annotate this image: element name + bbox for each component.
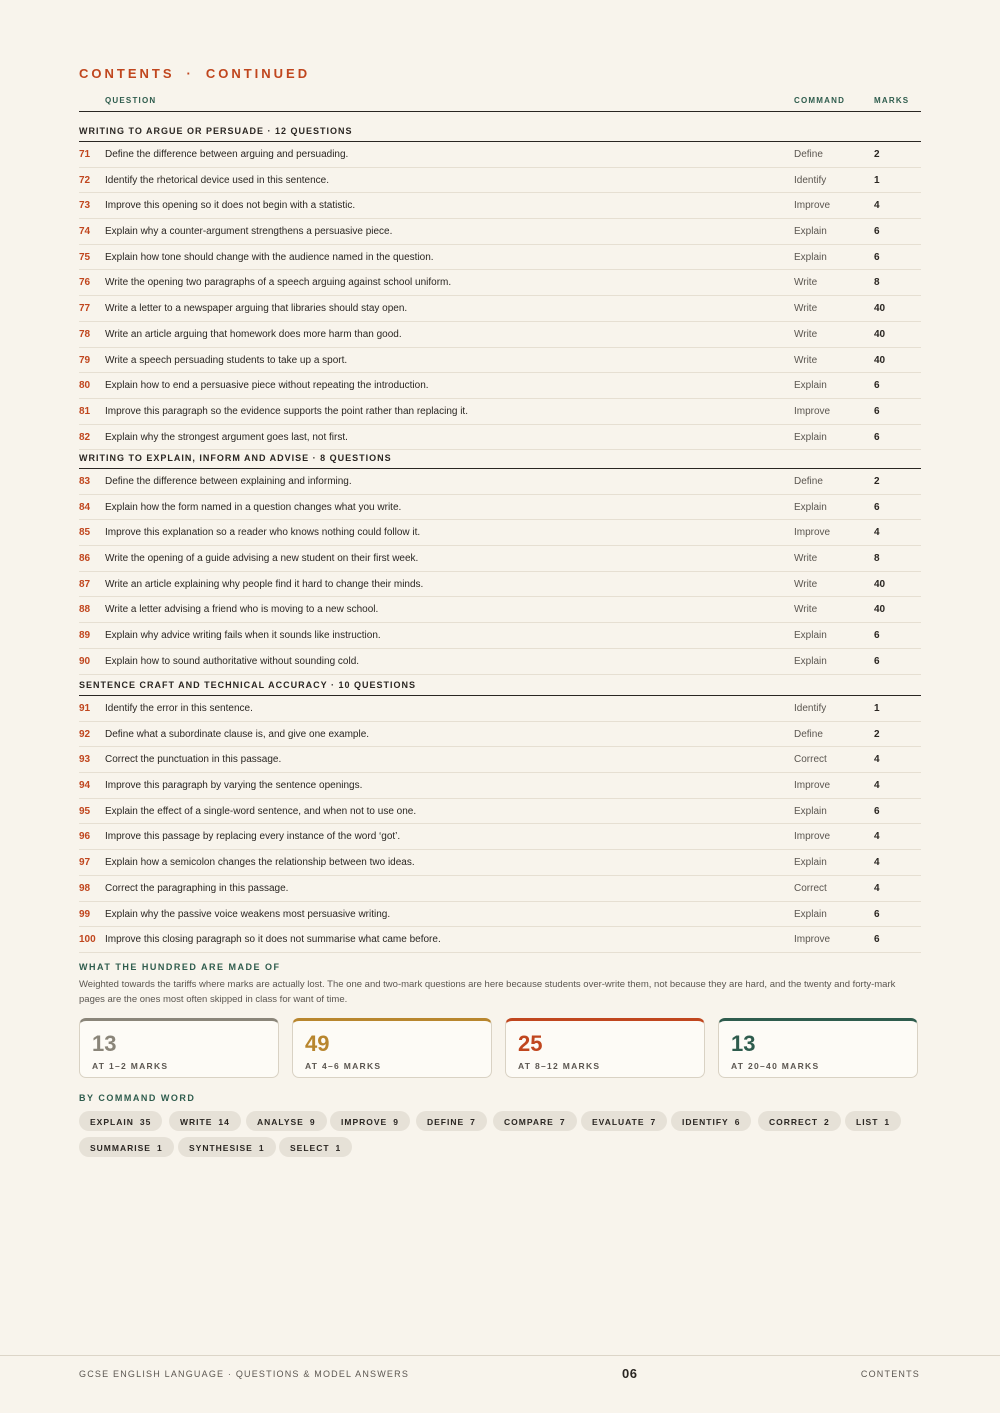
tariff-card — [292, 1018, 492, 1078]
tariff-card — [79, 1018, 279, 1078]
marks-value: 6 — [874, 405, 880, 417]
question-number: 79 — [79, 354, 91, 366]
command-word: Improve — [794, 934, 831, 946]
marks-value: 40 — [874, 328, 886, 340]
command-word: Write — [794, 604, 818, 616]
question-text: Explain why the passive voice weakens most persuasive writing. — [105, 908, 391, 920]
question-text: Write an article explaining why people find it hard to change their minds. — [105, 578, 424, 590]
column-command: COMMAND — [794, 96, 846, 105]
marks-value: 4 — [874, 200, 880, 212]
command-pill[interactable] — [169, 1111, 241, 1131]
marks-value: 2 — [874, 728, 880, 740]
tariff-count: 25 — [518, 1031, 543, 1056]
command-word-title: BY COMMAND WORD — [79, 1093, 196, 1103]
command-word: Correct — [794, 754, 827, 766]
question-number: 93 — [79, 754, 91, 766]
question-number: 72 — [79, 174, 91, 186]
question-text: Write a letter advising a friend who is moving to a new school. — [105, 604, 379, 616]
command-pill-count: 1 — [258, 1143, 265, 1153]
question-text: Explain how a semicolon changes the relationship between two ideas. — [105, 857, 415, 869]
question-number: 85 — [79, 527, 91, 539]
footer-section: CONTENTS — [860, 1369, 920, 1379]
marks-value: 4 — [874, 857, 880, 869]
section-argue-persuade — [79, 117, 921, 450]
question-number: 75 — [79, 251, 91, 263]
command-pill[interactable] — [416, 1111, 487, 1131]
question-row[interactable] — [79, 747, 921, 773]
question-text: Explain why a counter-argument strengthens a persuasive piece. — [105, 226, 393, 238]
question-row[interactable] — [79, 168, 921, 194]
question-text: Improve this closing paragraph so it does not summarise what came before. — [105, 934, 441, 946]
marks-value: 6 — [874, 934, 880, 946]
command-pill-word: SYNTHESISE — [189, 1143, 253, 1153]
question-row[interactable] — [79, 142, 921, 168]
question-number: 96 — [79, 831, 91, 843]
column-headers — [79, 96, 921, 112]
command-word: Write — [794, 578, 818, 590]
tariff-label: AT 4–6 MARKS — [305, 1061, 382, 1071]
question-text: Define the difference between explaining and informing. — [105, 476, 352, 487]
marks-value: 6 — [874, 908, 880, 920]
tariff-count: 13 — [92, 1031, 117, 1056]
command-pill[interactable] — [79, 1111, 162, 1131]
question-text: Explain how tone should change with the audience named in the question. — [105, 251, 434, 263]
command-word: Write — [794, 354, 818, 366]
marks-value: 8 — [874, 277, 880, 289]
command-pill[interactable] — [845, 1111, 901, 1131]
command-pill-word: CORRECT — [769, 1117, 819, 1127]
tariff-count: 13 — [731, 1031, 756, 1056]
marks-value: 6 — [874, 655, 880, 667]
question-text: Explain how the form named in a question changes what you write. — [105, 501, 402, 513]
question-number: 78 — [79, 328, 91, 340]
question-row[interactable] — [79, 495, 921, 521]
question-text: Improve this paragraph by varying the sentence openings. — [105, 780, 363, 792]
question-row[interactable] — [79, 927, 921, 953]
command-word: Improve — [794, 200, 831, 212]
question-row[interactable] — [79, 219, 921, 245]
question-text: Write the opening two paragraphs of a speech arguing against school uniform. — [105, 277, 452, 289]
command-word: Explain — [794, 251, 827, 263]
question-row[interactable] — [79, 546, 921, 572]
marks-value: 8 — [874, 553, 880, 565]
command-word: Explain — [794, 908, 827, 920]
question-row[interactable] — [79, 623, 921, 649]
question-row[interactable] — [79, 696, 921, 722]
question-text: Identify the rhetorical device used in this sentence. — [105, 174, 330, 186]
command-pill-count: 35 — [139, 1117, 152, 1127]
command-pill-word: SELECT — [290, 1143, 330, 1153]
question-number: 97 — [79, 857, 91, 869]
command-word: Improve — [794, 831, 831, 843]
command-pill-word: EVALUATE — [592, 1117, 645, 1127]
question-row[interactable] — [79, 270, 921, 296]
tariff-label: AT 1–2 MARKS — [92, 1061, 169, 1071]
question-number: 83 — [79, 476, 91, 487]
question-number: 81 — [79, 405, 91, 417]
command-word: Identify — [794, 174, 827, 186]
question-text: Explain why advice writing fails when it sounds like instruction. — [105, 630, 381, 642]
command-word: Explain — [794, 431, 827, 443]
command-pill[interactable] — [79, 1137, 174, 1157]
question-number: 74 — [79, 226, 91, 238]
marks-value: 1 — [874, 703, 880, 714]
question-number: 84 — [79, 501, 91, 513]
command-word: Write — [794, 277, 818, 289]
summary-title: WHAT THE HUNDRED ARE MADE OF — [79, 962, 281, 972]
command-word: Explain — [794, 857, 827, 869]
command-pill-count: 9 — [393, 1117, 399, 1127]
question-number: 99 — [79, 908, 91, 920]
command-word: Explain — [794, 655, 827, 667]
command-word: Define — [794, 149, 823, 160]
tariff-count: 49 — [305, 1031, 330, 1056]
question-row[interactable] — [79, 850, 921, 876]
command-pill-word: SUMMARISE — [90, 1143, 151, 1153]
command-pill-word: ANALYSE — [257, 1117, 304, 1127]
question-text: Write a letter to a newspaper arguing that libraries should stay open. — [105, 303, 408, 315]
command-pill-count: 9 — [309, 1117, 316, 1127]
column-question: QUESTION — [105, 96, 157, 105]
question-text: Explain the effect of a single-word sentence, and when not to use one. — [105, 805, 417, 817]
question-text: Write an article arguing that homework does more harm than good. — [105, 328, 402, 340]
command-word: Explain — [794, 226, 827, 238]
question-text: Improve this opening so it does not begin with a statistic. — [105, 200, 356, 212]
command-pill-count: 7 — [650, 1117, 657, 1127]
command-word: Explain — [794, 805, 827, 817]
command-word: Write — [794, 328, 818, 340]
page-footer — [0, 1355, 1000, 1381]
marks-value: 6 — [874, 380, 880, 392]
question-row[interactable] — [79, 348, 921, 374]
question-number: 100 — [79, 934, 96, 946]
question-number: 87 — [79, 578, 91, 590]
command-pill[interactable] — [178, 1137, 276, 1157]
command-word: Identify — [794, 703, 827, 714]
question-number: 86 — [79, 553, 91, 565]
command-pill-count: 2 — [824, 1117, 830, 1127]
section-title: WRITING TO ARGUE OR PERSUADE · 12 QUESTIONS — [79, 117, 921, 142]
question-row[interactable] — [79, 322, 921, 348]
marks-value: 4 — [874, 882, 880, 894]
question-text: Define the difference between arguing and persuading. — [105, 149, 349, 160]
summary-text: Weighted towards the tariffs where marks are actually lost. The one and two-mark questions are here because students over-write them, not because they are hard, and the twenty and forty-mark pages are the ones most often skipped in class for want of time. — [79, 979, 896, 1005]
marks-value: 6 — [874, 630, 880, 642]
page-heading — [79, 66, 310, 81]
heading-separator: · — [186, 66, 194, 81]
question-text: Correct the punctuation in this passage. — [105, 754, 282, 766]
command-pill[interactable] — [279, 1137, 352, 1157]
question-text: Write the opening of a guide advising a new student on their first week. — [105, 553, 419, 565]
command-pill-word: IMPROVE — [341, 1117, 388, 1127]
question-row[interactable] — [79, 572, 921, 598]
question-row[interactable] — [79, 902, 921, 928]
command-pill-count: 7 — [470, 1117, 476, 1127]
question-number: 77 — [79, 303, 91, 315]
command-pill-word: LIST — [856, 1117, 879, 1127]
question-row[interactable] — [79, 373, 921, 399]
command-pill[interactable] — [758, 1111, 841, 1131]
question-row[interactable] — [79, 722, 921, 748]
question-number: 71 — [79, 149, 91, 160]
command-word: Explain — [794, 380, 827, 392]
command-word: Explain — [794, 501, 827, 513]
question-row[interactable] — [79, 876, 921, 902]
footer-book-title: GCSE ENGLISH LANGUAGE · QUESTIONS & MODEL ANSWERS — [79, 1369, 410, 1379]
tariff-card — [718, 1018, 918, 1078]
question-number: 91 — [79, 703, 91, 714]
marks-value: 6 — [874, 431, 880, 443]
marks-value: 40 — [874, 604, 886, 616]
question-text: Improve this paragraph so the evidence supports the point rather than replacing it. — [105, 405, 468, 417]
question-number: 76 — [79, 277, 91, 289]
question-text: Improve this passage by replacing every instance of the word ‘got’. — [105, 831, 401, 843]
command-word: Explain — [794, 630, 827, 642]
command-pill-word: COMPARE — [504, 1117, 554, 1127]
section-title: WRITING TO EXPLAIN, INFORM AND ADVISE · 8 QUESTIONS — [79, 444, 921, 469]
marks-value: 6 — [874, 805, 880, 817]
question-row[interactable] — [79, 296, 921, 322]
marks-value: 6 — [874, 251, 880, 263]
question-text: Explain how to sound authoritative without sounding cold. — [105, 655, 360, 667]
section-sentence-craft — [79, 671, 921, 953]
section-title: SENTENCE CRAFT AND TECHNICAL ACCURACY · 10 QUESTIONS — [79, 671, 921, 696]
marks-value: 40 — [874, 578, 886, 590]
question-number: 92 — [79, 728, 91, 740]
question-text: Explain why the strongest argument goes last, not first. — [105, 431, 348, 443]
question-row[interactable] — [79, 193, 921, 219]
question-number: 98 — [79, 882, 91, 894]
command-word: Write — [794, 303, 818, 315]
question-row[interactable] — [79, 245, 921, 271]
question-number: 88 — [79, 604, 91, 616]
command-pill[interactable] — [493, 1111, 577, 1131]
column-marks: MARKS — [874, 96, 910, 105]
question-text: Identify the error in this sentence. — [105, 703, 253, 714]
question-number: 95 — [79, 805, 91, 817]
marks-value: 1 — [874, 174, 880, 186]
question-number: 94 — [79, 780, 91, 792]
command-word: Define — [794, 476, 823, 487]
command-pill[interactable] — [671, 1111, 751, 1131]
question-number: 80 — [79, 380, 91, 392]
question-row[interactable] — [79, 469, 921, 495]
command-pill-word: EXPLAIN — [90, 1117, 134, 1127]
question-text: Write a speech persuading students to take up a sport. — [105, 354, 348, 366]
question-row[interactable] — [79, 799, 921, 825]
command-pill-count: 6 — [734, 1117, 741, 1127]
question-text: Explain how to end a persuasive piece without repeating the introduction. — [105, 380, 429, 392]
command-pill-count: 1 — [156, 1143, 163, 1153]
marks-value: 4 — [874, 831, 880, 843]
command-word: Improve — [794, 527, 831, 539]
question-row[interactable] — [79, 520, 921, 546]
marks-value: 4 — [874, 527, 880, 539]
section-explain-inform-advise — [79, 444, 921, 675]
command-pill-count: 1 — [884, 1117, 891, 1127]
command-pill-word: IDENTIFY — [682, 1117, 729, 1127]
question-number: 90 — [79, 655, 91, 667]
command-word: Correct — [794, 882, 827, 894]
question-row[interactable] — [79, 597, 921, 623]
command-word: Improve — [794, 780, 831, 792]
command-pill[interactable] — [330, 1111, 410, 1131]
command-pill-count: 14 — [218, 1117, 230, 1127]
command-pill[interactable] — [246, 1111, 327, 1131]
question-text: Correct the paragraphing in this passage. — [105, 882, 289, 894]
marks-value: 4 — [874, 780, 880, 792]
question-row[interactable] — [79, 399, 921, 425]
command-word: Improve — [794, 405, 831, 417]
question-row[interactable] — [79, 824, 921, 850]
question-row[interactable] — [79, 773, 921, 799]
command-pill-word: WRITE — [180, 1117, 213, 1127]
marks-value: 40 — [874, 354, 886, 366]
question-text: Improve this explanation so a reader who knows nothing could follow it. — [105, 527, 421, 539]
tariff-label: AT 20–40 MARKS — [731, 1061, 820, 1071]
command-pill-count: 1 — [335, 1143, 342, 1153]
question-number: 89 — [79, 630, 91, 642]
marks-value: 40 — [874, 303, 886, 315]
question-text: Define what a subordinate clause is, and give one example. — [105, 728, 370, 740]
marks-value: 6 — [874, 226, 880, 238]
marks-value: 6 — [874, 501, 880, 513]
command-word: Write — [794, 553, 818, 565]
marks-value: 2 — [874, 149, 880, 160]
heading-continued: CONTINUED — [205, 66, 311, 81]
marks-value: 4 — [874, 754, 880, 766]
command-pill-word: DEFINE — [427, 1117, 465, 1127]
question-number: 82 — [79, 431, 91, 443]
heading-title: CONTENTS — [79, 66, 175, 81]
tariff-cards — [79, 1018, 921, 1080]
tariff-label: AT 8–12 MARKS — [518, 1061, 601, 1071]
command-pill-count: 7 — [559, 1117, 566, 1127]
command-word: Define — [794, 728, 823, 740]
command-pill[interactable] — [581, 1111, 667, 1131]
question-number: 73 — [79, 200, 91, 212]
page-number: 06 — [622, 1366, 638, 1381]
marks-value: 2 — [874, 476, 880, 487]
tariff-card — [505, 1018, 705, 1078]
